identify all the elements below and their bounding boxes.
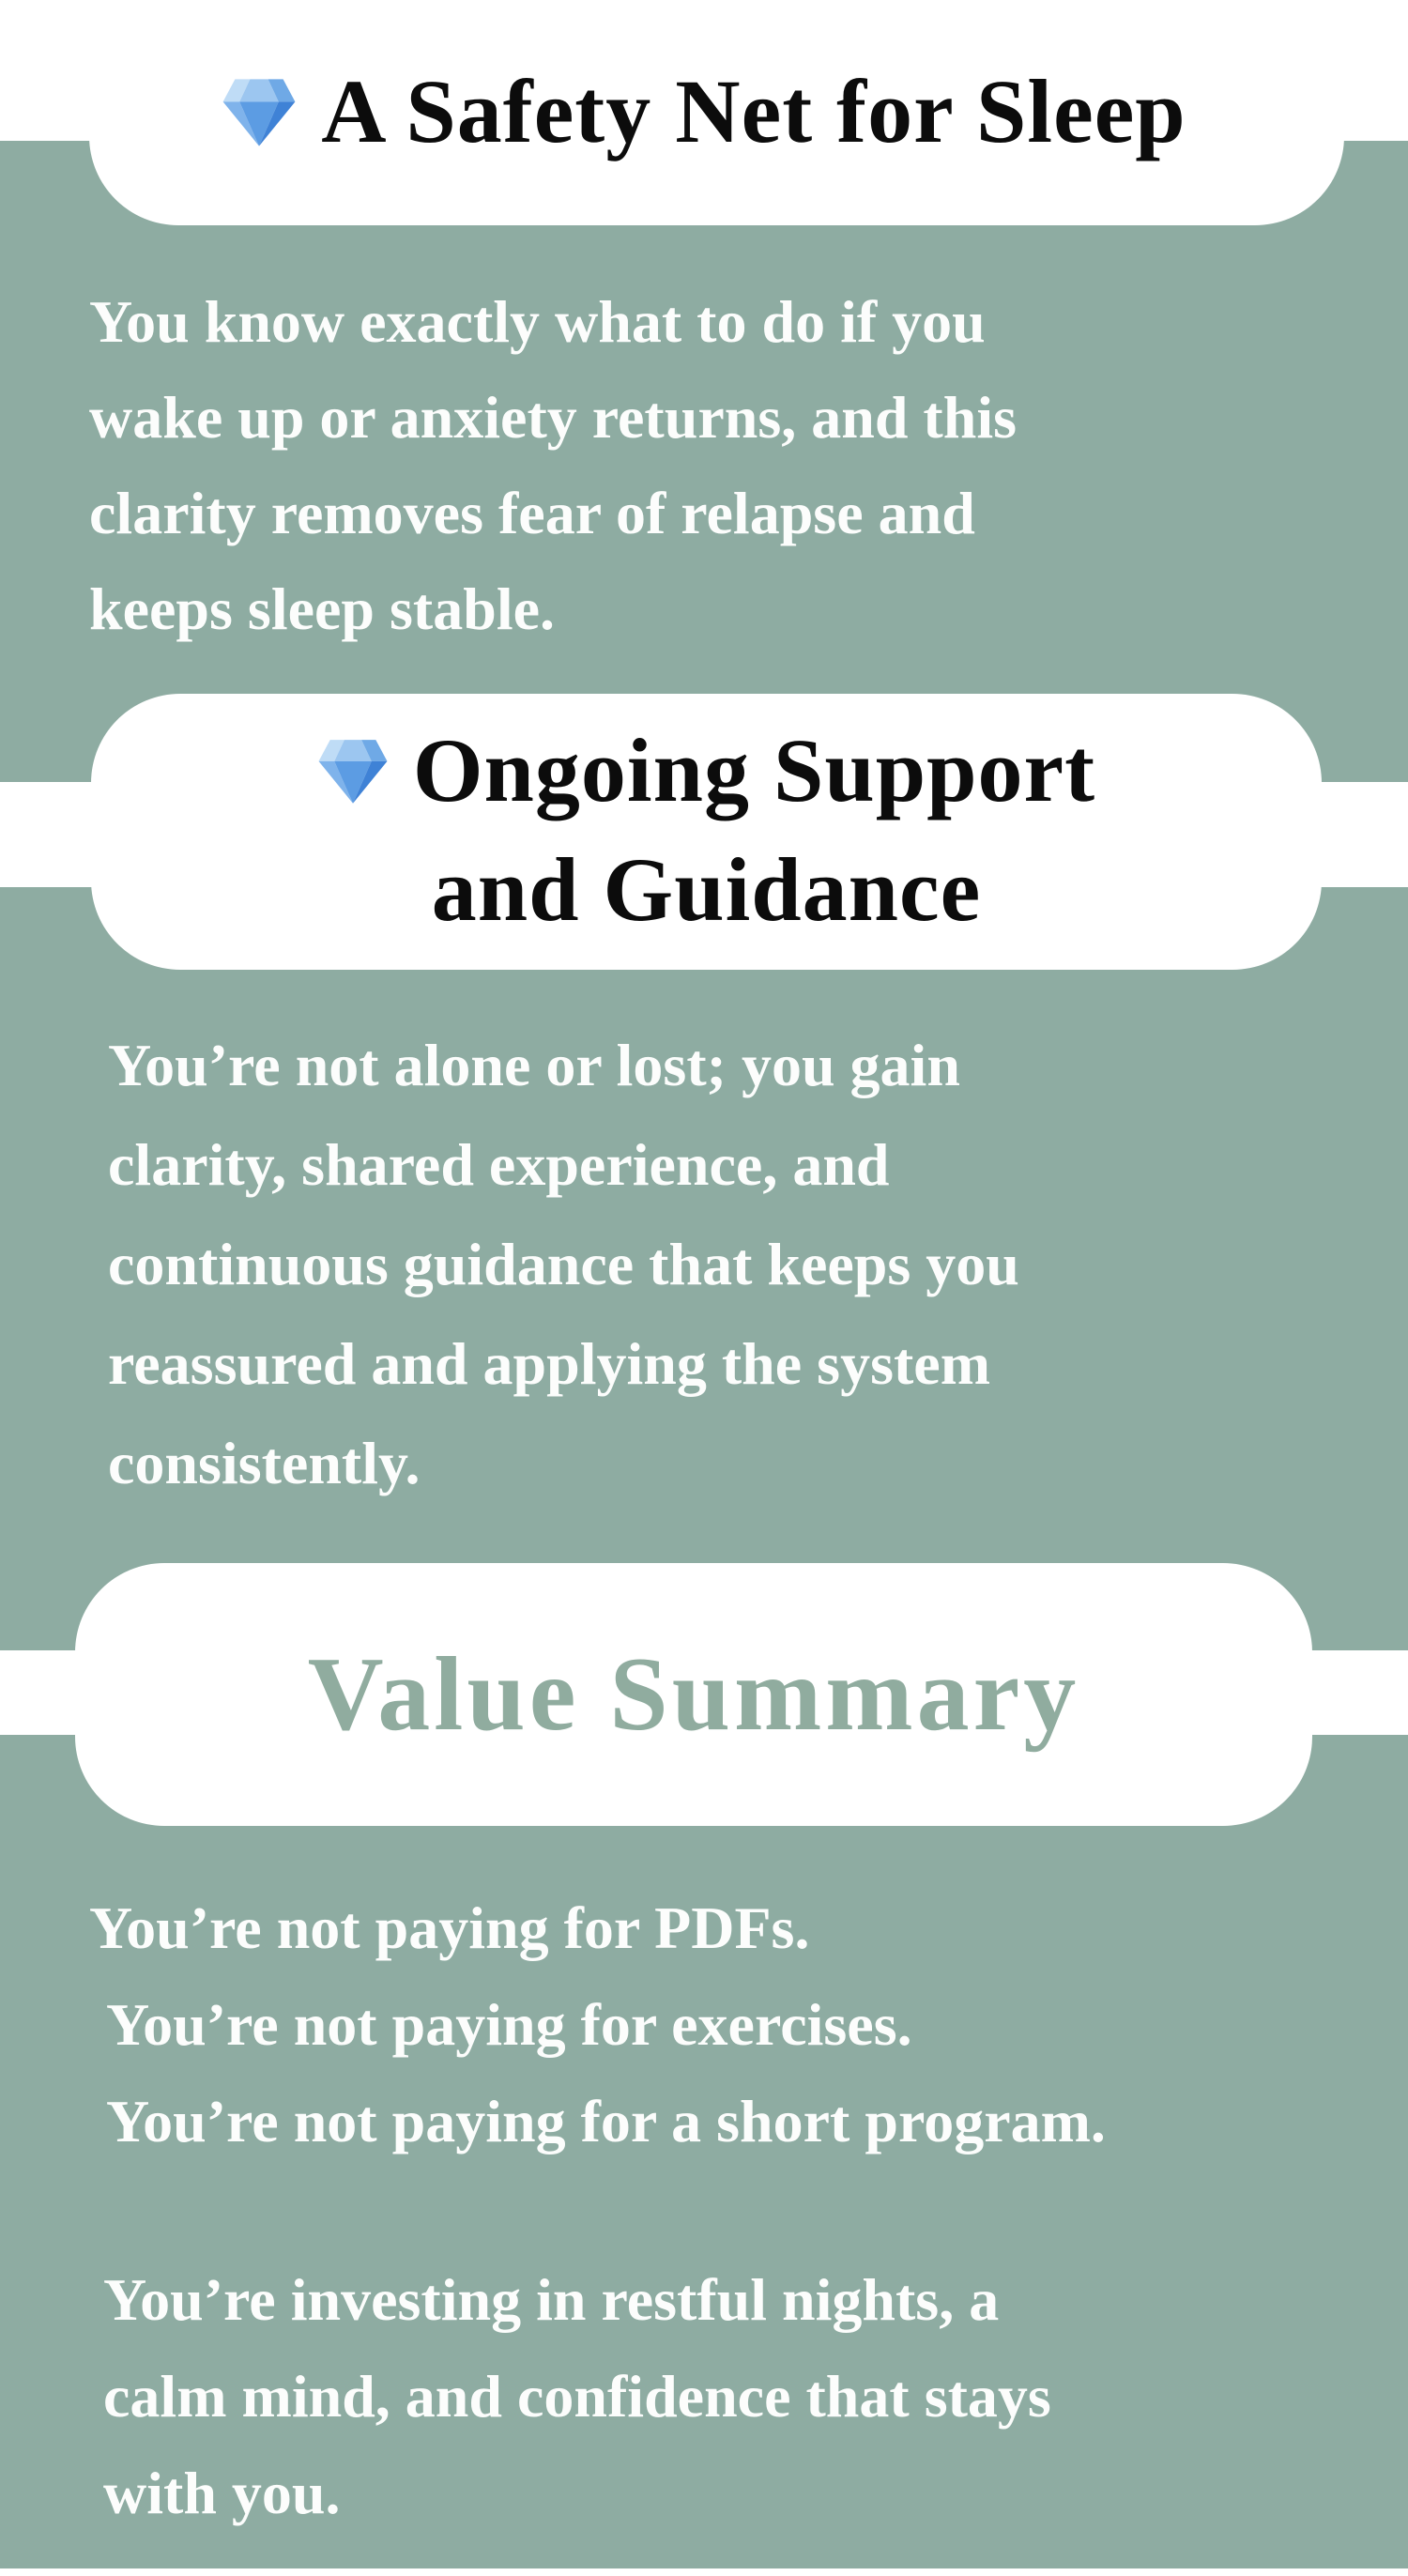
body-line: clarity, shared experience, and — [108, 1131, 890, 1198]
header3-title-row — [75, 1629, 1312, 1760]
body-line: consistently. — [108, 1430, 421, 1496]
header2-title-line2: and Guidance — [431, 838, 982, 940]
header1-title: A Safety Net for Sleep — [321, 60, 1186, 161]
body-line: keeps sleep stable. — [89, 575, 555, 642]
gem-icon — [222, 73, 297, 148]
header2-title-row-line2 — [91, 828, 1322, 950]
body-line: calm mind, and confidence that stays — [103, 2363, 1051, 2430]
body-line: You’re not alone or lost; you gain — [108, 1032, 960, 1098]
body-line: with you. — [103, 2460, 341, 2526]
body-line: continuous guidance that keeps you — [108, 1231, 1019, 1297]
value-summary-paragraph-1 — [89, 1879, 1106, 2170]
ongoing-support-paragraph — [108, 1016, 1019, 1513]
gem-icon — [317, 734, 389, 805]
body-line: You’re not paying for PDFs. — [89, 1894, 810, 1961]
header2-title-line1: Ongoing Support — [412, 719, 1096, 820]
body-line: reassured and applying the system — [108, 1330, 990, 1397]
body-line: You’re not paying for a short program. — [106, 2088, 1106, 2154]
body-line: You know exactly what to do if you — [89, 288, 986, 355]
header3-title: Value Summary — [307, 1635, 1080, 1753]
safety-net-paragraph — [89, 274, 1017, 657]
value-summary-paragraph-2 — [103, 2251, 1051, 2541]
body-line: You’re not paying for exercises. — [106, 1991, 912, 2058]
header1-title-row — [56, 45, 1352, 176]
body-line: wake up or anxiety returns, and this — [89, 384, 1017, 451]
header2-title-row-line1 — [91, 709, 1322, 831]
bottom-edge-strip — [0, 2568, 1408, 2576]
body-line: clarity removes fear of relapse and — [89, 480, 975, 546]
body-line: You’re investing in restful nights, a — [103, 2266, 1000, 2333]
